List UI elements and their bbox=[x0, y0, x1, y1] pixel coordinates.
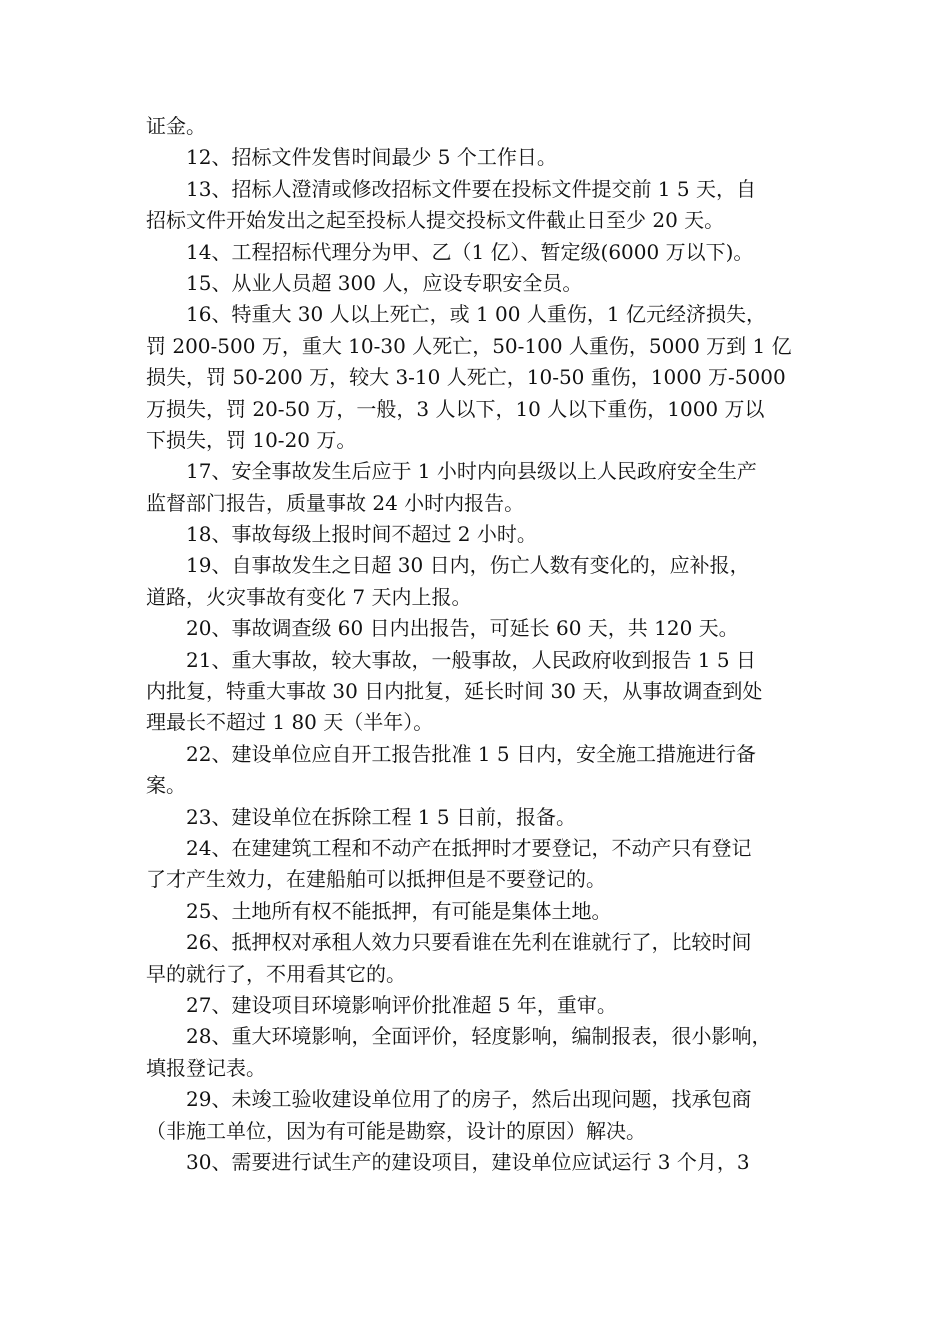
document-line: 证金。 bbox=[146, 114, 206, 138]
document-line: 内批复，特重大事故 30 日内批复，延长时间 30 天，从事故调查到处 bbox=[146, 679, 763, 704]
document-line: 19、自事故发生之日超 30 日内，伤亡人数有变化的，应补报， bbox=[186, 553, 750, 578]
document-line: 18、事故每级上报时间不超过 2 小时。 bbox=[186, 522, 537, 547]
document-line: 道路，火灾事故有变化 7 天内上报。 bbox=[146, 584, 472, 609]
document-line: 下损失，罚 10-20 万。 bbox=[146, 427, 357, 452]
document-line: 14、工程招标代理分为甲、乙（1 亿）、暂定级(6000 万以下)。 bbox=[186, 239, 754, 264]
document-line: 26、抵押权对承租人效力只要看谁在先利在谁就行了，比较时间 bbox=[186, 930, 752, 955]
document-line: 28、重大环境影响，全面评价，轻度影响，编制报表，很小影响， bbox=[186, 1024, 772, 1049]
document-line: 损失，罚 50-200 万，较大 3-10 人死亡，10-50 重伤，1000 万-5000 bbox=[146, 365, 786, 390]
document-line: 23、建设单位在拆除工程 1 5 日前，报备。 bbox=[186, 804, 576, 829]
document-line: 22、建设单位应自开工报告批准 1 5 日内，安全施工措施进行备 bbox=[186, 741, 756, 766]
document-line: 17、安全事故发生后应于 1 小时内向县级以上人民政府安全生产 bbox=[186, 459, 757, 484]
document-line: 招标文件开始发出之起至投标人提交投标文件截止日至少 20 天。 bbox=[146, 208, 725, 233]
document-body bbox=[146, 111, 806, 1178]
document-line: 30、需要进行试生产的建设项目，建设单位应试运行 3 个月，3 bbox=[186, 1149, 750, 1174]
document-line: 13、招标人澄清或修改招标文件要在投标文件提交前 1 5 天，自 bbox=[186, 176, 756, 201]
document-line: 15、从业人员超 300 人，应设专职安全员。 bbox=[186, 270, 583, 295]
document-line: 案。 bbox=[146, 773, 186, 798]
document-line: 了才产生效力，在建船舶可以抵押但是不要登记的。 bbox=[146, 867, 606, 892]
document-line: 万损失，罚 20-50 万，一般，3 人以下，10 人以下重伤，1000 万以 bbox=[146, 396, 765, 421]
document-line: 早的就行了，不用看其它的。 bbox=[146, 961, 406, 986]
document-line: 24、在建建筑工程和不动产在抵押时才要登记，不动产只有登记 bbox=[186, 835, 752, 860]
document-line: 29、未竣工验收建设单位用了的房子，然后出现问题，找承包商 bbox=[186, 1087, 752, 1112]
document-line: 21、重大事故，较大事故，一般事故，人民政府收到报告 1 5 日 bbox=[186, 647, 756, 672]
document-line: 12、招标文件发售时间最少 5 个工作日。 bbox=[186, 145, 557, 170]
document-line: 25、土地所有权不能抵押，有可能是集体土地。 bbox=[186, 898, 612, 923]
document-line: 监督部门报告，质量事故 24 小时内报告。 bbox=[146, 490, 525, 515]
document-line: 填报登记表。 bbox=[146, 1055, 266, 1080]
document-line: 罚 200-500 万，重大 10-30 人死亡，50-100 人重伤，5000 万到 1 亿 bbox=[146, 333, 792, 358]
document-line: 27、建设项目环境影响评价批准超 5 年，重审。 bbox=[186, 992, 617, 1017]
document-line: 理最长不超过 1 80 天（半年）。 bbox=[146, 710, 434, 735]
document-line: 16、特重大 30 人以上死亡，或 1 00 人重伤，1 亿元经济损失， bbox=[186, 302, 766, 327]
document-line: （非施工单位，因为有可能是勘察，设计的原因）解决。 bbox=[146, 1118, 646, 1143]
document-line: 20、事故调查级 60 日内出报告，可延长 60 天，共 120 天。 bbox=[186, 616, 739, 641]
